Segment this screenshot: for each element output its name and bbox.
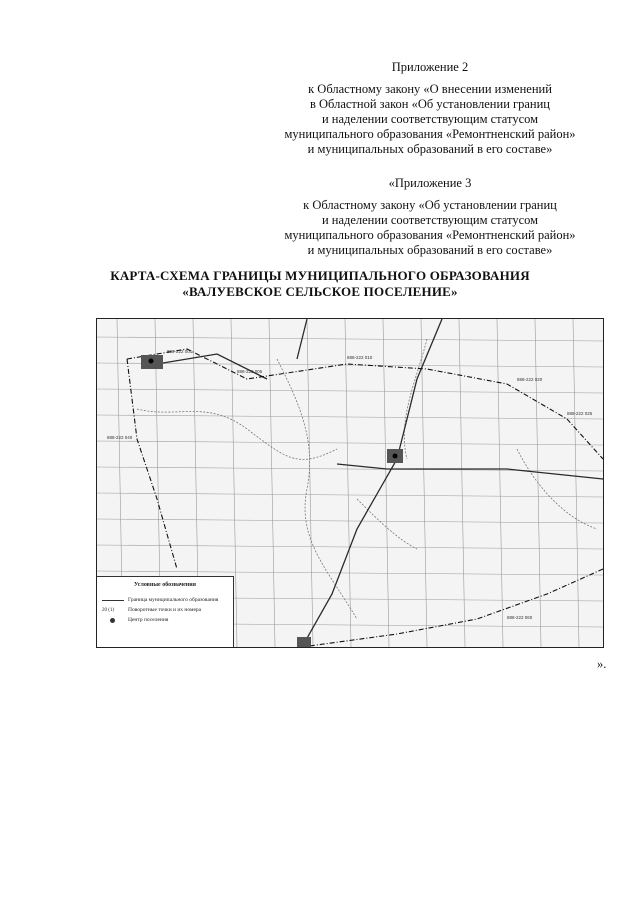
legend-item-center (97, 615, 233, 625)
closing-quote: ». (597, 657, 607, 671)
appendix-3-block (260, 176, 600, 258)
boundary-map (96, 318, 604, 648)
appendix-2-line: к Областному закону «О внесении изменений (308, 82, 552, 96)
boundary-line-icon (102, 600, 124, 601)
legend-item-turning-points (97, 605, 233, 615)
turning-point-code: 20 (1) (102, 607, 115, 613)
svg-text:888-222 060: 888-222 060 (507, 615, 533, 620)
appendix-2-header: Приложение 2 (391, 60, 469, 74)
appendix-3-line: и наделении соответствующим статусом (321, 213, 539, 227)
svg-text:888-222 040: 888-222 040 (107, 435, 133, 440)
legend-label: Центр поселения (128, 616, 169, 623)
svg-text:888-222 020: 888-222 020 (517, 377, 543, 382)
svg-text:888-222 005: 888-222 005 (237, 369, 263, 374)
legend-label: Поворотные точки и их номера (128, 606, 202, 613)
center-dot-icon (110, 618, 115, 623)
appendix-3-line: к Областному закону «Об установлении границ (303, 198, 557, 212)
svg-text:888-222 010: 888-222 010 (347, 355, 373, 360)
legend-item-boundary (97, 595, 233, 605)
appendix-3-line: и муниципальных образований в его составе» (307, 243, 553, 257)
appendix-3-line: муниципального образования «Ремонтненский район» (284, 228, 576, 242)
document-title (60, 268, 580, 300)
appendix-2-line: в Областной закон «Об установлении границ (309, 97, 550, 111)
appendix-2-block (260, 60, 600, 157)
title-line-1: КАРТА-СХЕМА ГРАНИЦЫ МУНИЦИПАЛЬНОГО ОБРАЗОВАНИЯ (110, 268, 530, 283)
svg-text:888-222 001: 888-222 001 (167, 349, 193, 354)
legend-label: Граница муниципального образования (128, 596, 219, 603)
appendix-2-line: и муниципальных образований в его составе» (307, 142, 553, 156)
appendix-2-line: муниципального образования «Ремонтненский район» (284, 127, 576, 141)
appendix-2-line: и наделении соответствующим статусом (321, 112, 539, 126)
map-legend (97, 576, 234, 647)
svg-text:888-222 025: 888-222 025 (567, 411, 593, 416)
title-line-2: «ВАЛУЕВСКОЕ СЕЛЬСКОЕ ПОСЕЛЕНИЕ» (182, 284, 458, 299)
appendix-3-header: «Приложение 3 (388, 176, 472, 190)
legend-title: Условные обозначения (134, 582, 196, 588)
